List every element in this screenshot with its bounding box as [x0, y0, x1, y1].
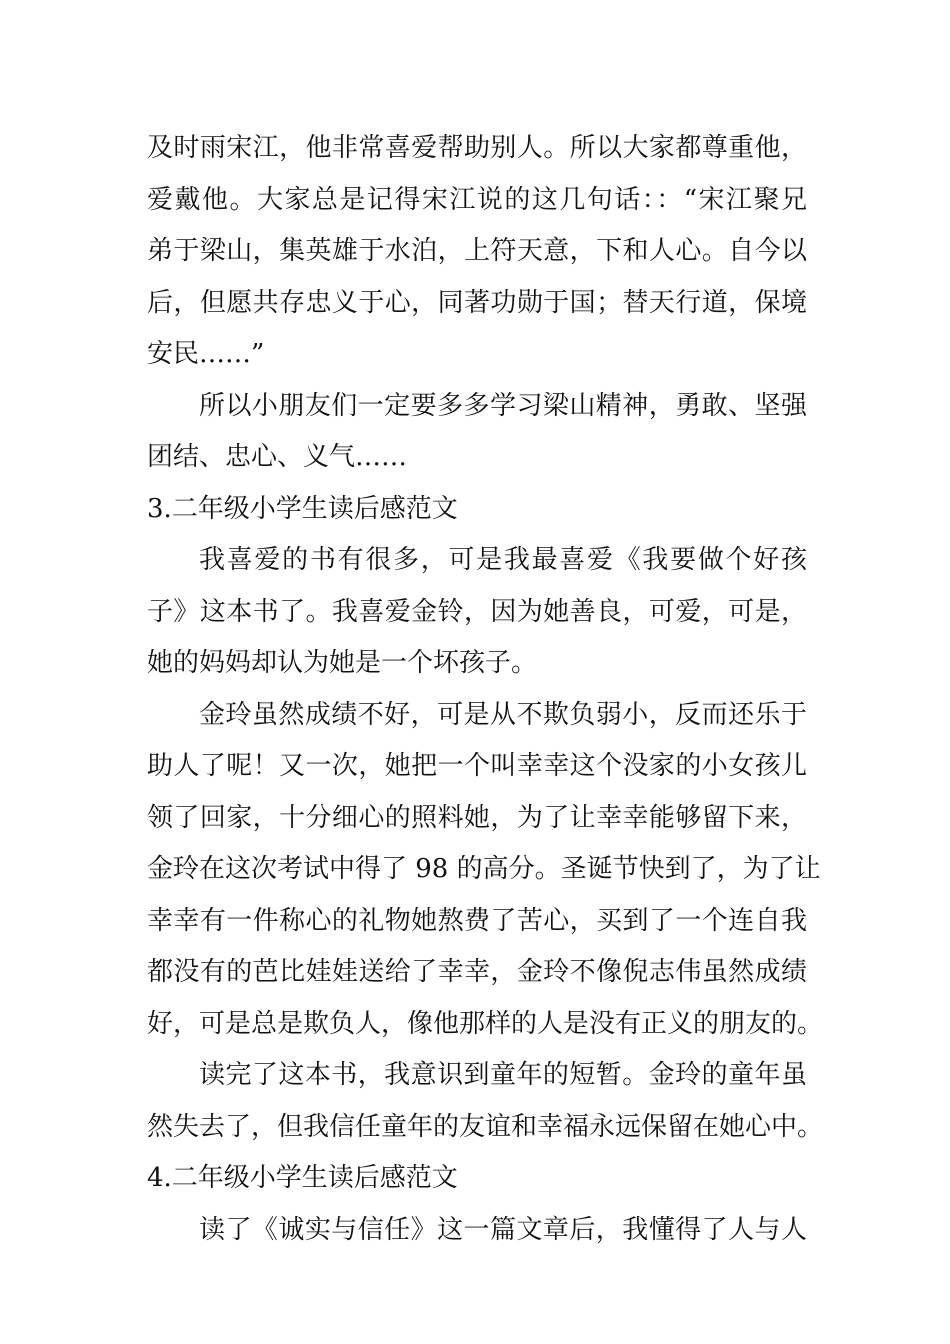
- text-line: 读完了这本书，我意识到童年的短暂。金玲的童年虽: [199, 1060, 807, 1090]
- document-body: [147, 123, 824, 1256]
- text-line: 好，可是总是欺负人，像他那样的人是没有正义的朋友的。: [147, 1008, 824, 1039]
- text-line: 爱戴他。大家总是记得宋江说的这几句话：：“宋江聚兄: [147, 184, 807, 215]
- text-line: 安民……”: [147, 339, 265, 369]
- paragraph-childhood: [147, 1050, 824, 1153]
- text-line: 团结、忠心、义气……: [147, 442, 408, 472]
- text-line: 所以小朋友们一定要多多学习梁山精神，勇敢、坚强: [199, 390, 807, 421]
- text-line: 然失去了，但我信任童年的友谊和幸福永远保留在她心中。: [147, 1111, 824, 1142]
- section-heading-3: [147, 484, 807, 536]
- text-line: 助人了呢！又一次，她把一个叫幸幸这个没家的小女孩儿: [147, 751, 807, 781]
- section-heading-4: [147, 1153, 807, 1205]
- text-line: 她的妈妈却认为她是一个坏孩子。: [147, 648, 538, 678]
- text-line: 读了《诚实与信任》这一篇文章后，我懂得了人与人: [199, 1214, 807, 1245]
- text-line: 金玲在这次考试中得了 98 的高分。圣诞节快到了，为了让: [147, 854, 821, 884]
- paragraph-favorite-book: [147, 535, 807, 690]
- text-line: 弟于梁山，集英雄于水泊，上符天意，下和人心。自今以: [147, 236, 807, 266]
- text-line: 子》这本书了。我喜爱金铃，因为她善良，可爱，可是，: [147, 596, 807, 627]
- text-line: 我喜爱的书有很多，可是我最喜爱《我要做个好孩: [199, 545, 807, 575]
- text-line: 领了回家，十分细心的照料她，为了让幸幸能够留下来，: [147, 802, 807, 833]
- text-line: 金玲虽然成绩不好，可是从不欺负弱小，反而还乐于: [199, 699, 807, 730]
- text-line: 都没有的芭比娃娃送给了幸幸，金玲不像倪志伟虽然成绩: [147, 957, 807, 987]
- text-line: 幸幸有一件称心的礼物她熬费了苦心，买到了一个连自我: [147, 905, 807, 936]
- text-line: 及时雨宋江，他非常喜爱帮助别人。所以大家都尊重他，: [147, 133, 807, 163]
- paragraph-jinling: [147, 690, 824, 1051]
- text-line: 后，但愿共存忠义于心，同著功勋于国；替天行道，保境: [147, 287, 807, 318]
- heading-text: 3.二年级小学生读后感范文: [147, 493, 458, 524]
- paragraph-songjiang: [147, 123, 807, 381]
- paragraph-liangshan-spirit: [147, 381, 807, 484]
- heading-text: 4.二年级小学生读后感范文: [147, 1163, 458, 1193]
- paragraph-honesty: [147, 1205, 807, 1257]
